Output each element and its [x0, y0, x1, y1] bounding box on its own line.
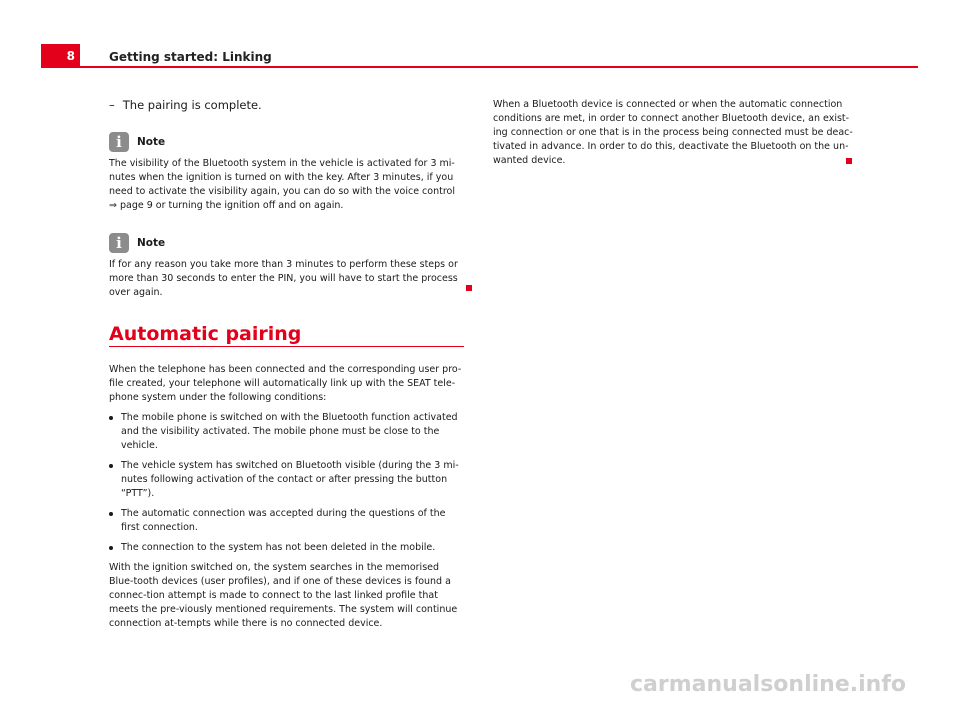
list-item [109, 411, 464, 453]
dash-bullet: – [109, 98, 115, 112]
right-paragraph: When a Bluetooth device is connected or when the automatic connection conditions are met, in order to connect another Bluetooth device, an exist-ing connection or one that is in the process being connected must be deac-tivated in advance. In order to do this, deactivate the Bluetooth on the un-wanted device. [493, 99, 853, 166]
section-end-marker [846, 158, 852, 164]
section-end-marker [466, 285, 472, 291]
list-item-text: The vehicle system has switched on Bluetooth visible (during the 3 mi-nutes following activation of the contact or after pressing the button “PTT”). [121, 460, 459, 499]
list-item-text: The mobile phone is switched on with the Bluetooth function activated and the visibility activated. The mobile phone must be close to the vehicle. [121, 412, 458, 451]
note-label: Note [137, 237, 166, 249]
header-rule [80, 66, 918, 68]
watermark: carmanualsonline.info [630, 672, 906, 697]
list-item-text: The connection to the system has not been deleted in the mobile. [121, 542, 436, 553]
list-item-text: The automatic connection was accepted during the questions of the first connection. [121, 508, 446, 533]
bullet-dot [109, 546, 113, 550]
list-item [109, 507, 464, 535]
right-column [493, 98, 853, 168]
note-block-2 [109, 233, 464, 300]
info-icon: i [109, 132, 129, 152]
note-block-1 [109, 132, 464, 213]
note-text: If for any reason you take more than 3 minutes to perform these steps or more than 30 seconds to enter the PIN, you will have to start the process over again. [109, 259, 458, 298]
bullet-dot [109, 512, 113, 516]
note-label: Note [137, 136, 166, 148]
section-title: Automatic pairing [109, 323, 302, 345]
intro-paragraph: When the telephone has been connected and the corresponding user pro-file created, your telephone will automatically link up with the SEAT tele-phone system under the following conditions: [109, 364, 462, 403]
bullet-dot [109, 416, 113, 420]
section-title-rule [109, 346, 464, 347]
list-item [109, 459, 464, 501]
page-number: 8 [66, 49, 75, 63]
closing-paragraph: With the ignition switched on, the system searches in the memorised Blue-tooth devices (user profiles), and if one of these devices is found a connec-tion attempt is made to connect to the last linked profile that meets the pre-viously mentioned requirements. The system will continue connection at-tempts while there is no connected device. [109, 562, 458, 629]
left-column-bottom [109, 363, 464, 631]
left-column-top [109, 96, 464, 300]
list-item [109, 541, 464, 555]
step-text: The pairing is complete. [122, 98, 262, 112]
note-text: The visibility of the Bluetooth system in the vehicle is activated for 3 mi-nutes when the ignition is turned on with the key. After 3 minutes, if you need to activate the visibility again, you can do so with the voice control ⇒ page 9 or turning the ignition off and on again. [109, 158, 455, 211]
info-icon: i [109, 233, 129, 253]
page-number-badge [41, 44, 80, 68]
step-item [109, 98, 464, 112]
bullet-dot [109, 464, 113, 468]
page-header-title: Getting started: Linking [109, 50, 272, 64]
